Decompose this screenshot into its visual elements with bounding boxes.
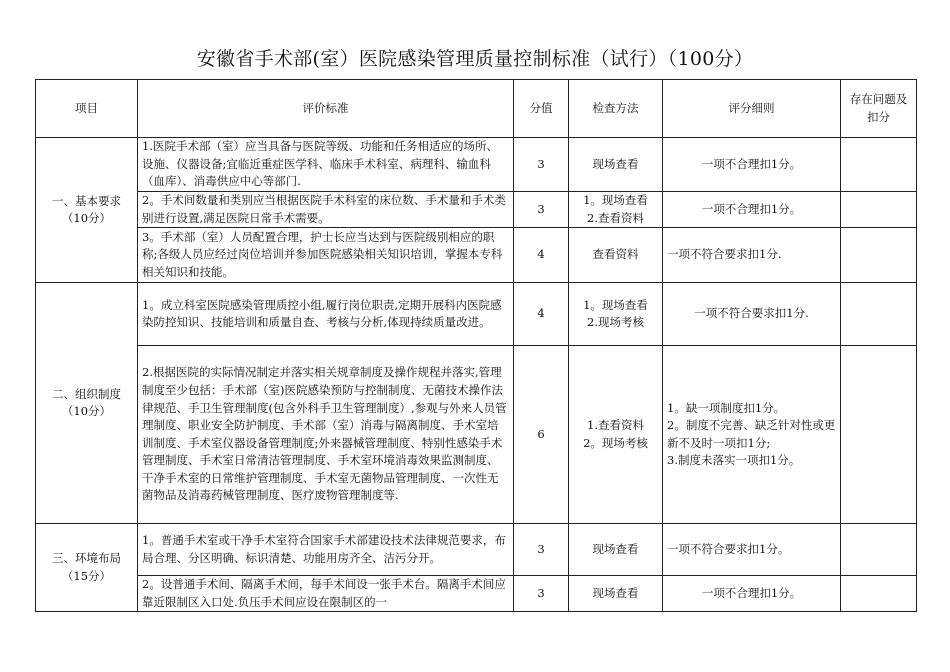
issues-cell xyxy=(841,576,917,612)
rules-cell: 1。缺一项制度扣1分。 2。制度不完善、缺乏针对性或更新不及时一项扣1分; 3.制度未落实一项扣1分。 xyxy=(663,346,841,524)
method-cell: 现场查看 xyxy=(569,524,663,576)
score-cell: 3 xyxy=(514,138,569,192)
criteria-cell: 1.医院手术部（室）应当具备与医院等级、功能和任务相适应的场所、设施、仪器设备;宜临近重症医学科、临床手术科室、病理科、输血科（血库）、消毒供应中心等部门. xyxy=(138,138,514,192)
table-row xyxy=(36,576,917,612)
method-cell: 现场查看 xyxy=(569,138,663,192)
method-cell: 现场查看 xyxy=(569,576,663,612)
rules-cell: 一项不符合要求扣1分. xyxy=(663,283,841,346)
rules-cell: 一项不合理扣1分。 xyxy=(663,138,841,192)
method-cell: 1。现场查看 2.现场考核 xyxy=(569,283,663,346)
section-name: 三、环境布局 （15分） xyxy=(36,524,138,612)
section-name: 一、基本要求 （10分） xyxy=(36,138,138,283)
score-cell: 3 xyxy=(514,576,569,612)
method-cell: 查看资料 xyxy=(569,228,663,283)
header-rules: 评分细则 xyxy=(663,80,841,138)
score-cell: 4 xyxy=(514,228,569,283)
section-name: 二、组织制度 （10分） xyxy=(36,283,138,524)
table-row xyxy=(36,283,917,346)
criteria-cell: 1。普通手术室或干净手术室符合国家手术部建设技术法律规范要求，布局合理、分区明确、标识清楚、功能用房齐全、洁污分开。 xyxy=(138,524,514,576)
table-row xyxy=(36,228,917,283)
issues-cell xyxy=(841,138,917,192)
issues-cell xyxy=(841,283,917,346)
standards-table xyxy=(35,79,917,612)
header-score: 分值 xyxy=(514,80,569,138)
score-cell: 6 xyxy=(514,346,569,524)
header-row xyxy=(36,80,917,138)
issues-cell xyxy=(841,192,917,228)
rules-cell: 一项不符合要求扣1分. xyxy=(663,228,841,283)
score-cell: 3 xyxy=(514,524,569,576)
issues-cell xyxy=(841,228,917,283)
score-cell: 4 xyxy=(514,283,569,346)
page-title: 安徽省手术部(室）医院感染管理质量控制标准（试行）（100分） xyxy=(196,48,754,70)
issues-cell xyxy=(841,346,917,524)
method-cell: 1。现场查看 2.查看资料 xyxy=(569,192,663,228)
method-cell: 1.查看资料 2。现场考核 xyxy=(569,346,663,524)
rules-cell: 一项不符合要求扣1分。 xyxy=(663,524,841,576)
issues-cell xyxy=(841,524,917,576)
score-cell: 3 xyxy=(514,192,569,228)
criteria-cell: 1。成立科室医院感染管理质控小组,履行岗位职责,定期开展科内医院感染防控知识、技能培训和质量自查、考核与分析,体现持续质量改进。 xyxy=(138,283,514,346)
rules-cell: 一项不合理扣1分。 xyxy=(663,192,841,228)
table-row xyxy=(36,138,917,192)
header-item: 项目 xyxy=(36,80,138,138)
header-criteria: 评价标准 xyxy=(138,80,514,138)
header-method: 检查方法 xyxy=(569,80,663,138)
criteria-cell: 2。手术间数量和类别应当根据医院手术科室的床位数、手术量和手术类别进行设置,满足医院日常手术需要。 xyxy=(138,192,514,228)
header-issues: 存在问题及 扣分 xyxy=(841,80,917,138)
criteria-cell: 3。手术部（室）人员配置合理，护士长应当达到与医院级别相应的职称;各级人员应经过岗位培训并参加医院感染相关知识培训，掌握本专科相关知识和技能。 xyxy=(138,228,514,283)
table-row xyxy=(36,192,917,228)
table-row xyxy=(36,524,917,576)
criteria-cell: 2。设普通手术间、隔离手术间，每手术间设一张手术台。隔离手术间应靠近限制区入口处.负压手术间应设在限制区的一 xyxy=(138,576,514,612)
criteria-cell: 2.根据医院的实际情况制定并落实相关规章制度及操作规程并落实,管理制度至少包括：手术部（室)医院感染预防与控制制度、无菌技术操作法律规范、手卫生管理制度(包含外科手卫生管理制度）,参观与外来人员管理制度、职业安全防护制度、手术部（室）消毒与隔离制度、手术室培训制度、手术室仪器设备管理制度;外来器械管理制度、特别性感染手术管理制度、手术室日常清洁管理制度、手术室环境消毒效果监测制度、干净手术室的日常维护管理制度、手术室无菌物品管理制度、一次性无菌物品及消毒药械管理制度、医疗废物管理制度等. xyxy=(138,346,514,524)
table-row xyxy=(36,346,917,524)
rules-cell: 一项不合理扣1分。 xyxy=(663,576,841,612)
